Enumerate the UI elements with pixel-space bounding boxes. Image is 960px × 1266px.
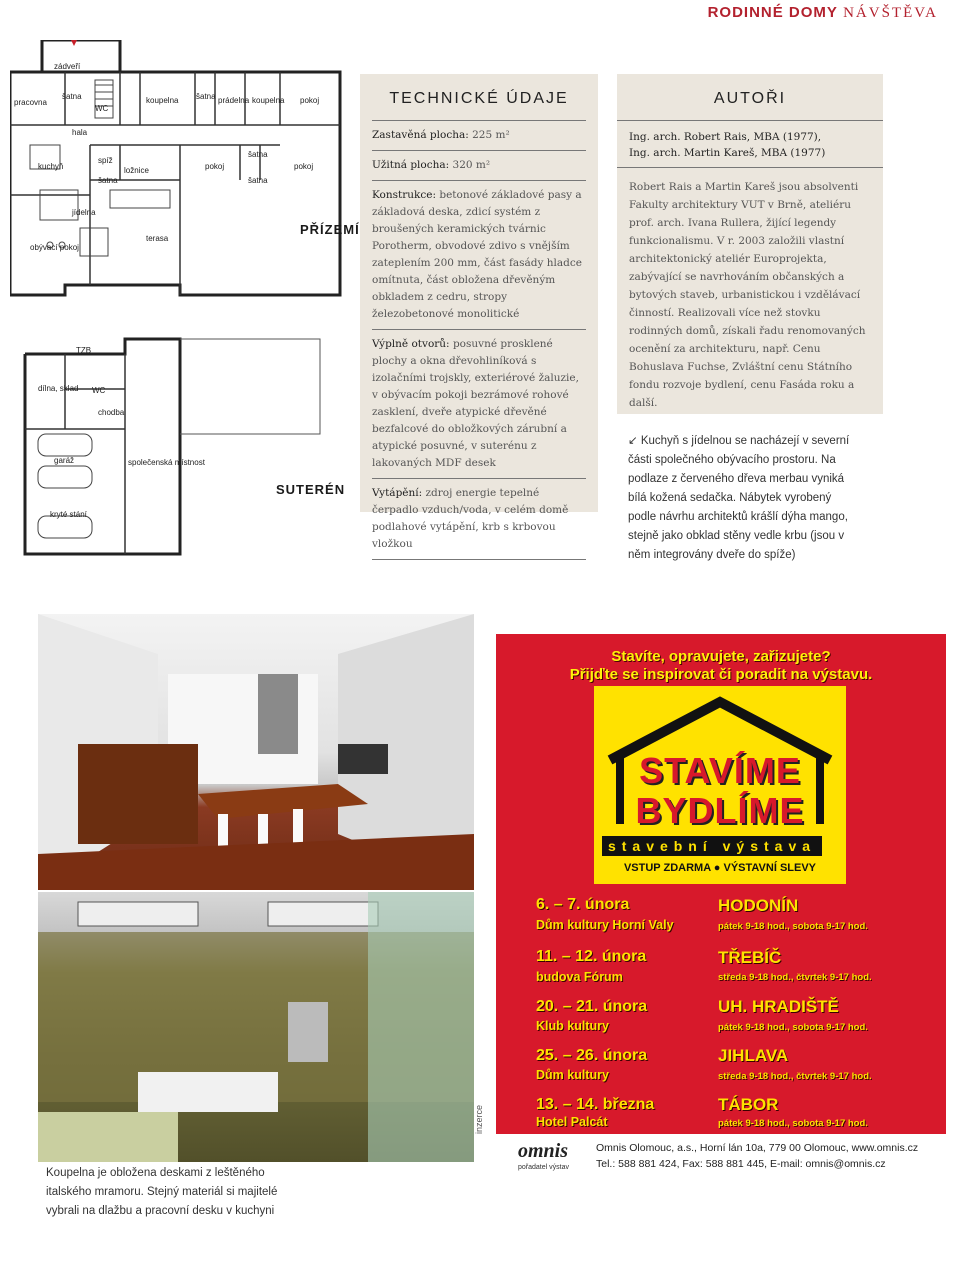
ad-headline-2: Přijďte se inspirovat či poradit na výstavu.: [569, 666, 873, 683]
room-label: pokoj: [294, 162, 314, 171]
event-date: 13. – 14. března: [536, 1096, 655, 1113]
logo-line-2: BYDLÍME: [635, 790, 805, 831]
room-label: společenská místnost: [128, 458, 205, 467]
kitchen-photo: [38, 614, 474, 890]
ad-label: inzerce: [474, 1104, 484, 1134]
room-label: prádelna: [218, 96, 250, 105]
room-label: koupelna: [252, 96, 285, 105]
event-hours: středa 9-18 hod., čtvrtek 9-17 hod.: [718, 972, 872, 983]
event-date: 20. – 21. února: [536, 998, 648, 1015]
openings: Výplně otvorů: posuvné prosklené plochy a okna dřevohliníková s izolačními trojskly, exteriérové žaluzie, v obývacím pokoji bezrámové rohové zasklení, dveře atypické dřevěné bezfalcové do obložkových zárubní a atypické posuvné, v suterénu z lakovaných MDF desek: [372, 330, 586, 479]
event-hours: pátek 9-18 hod., sobota 9-17 hod.: [718, 1118, 868, 1129]
event-place: Dům kultury: [536, 1068, 609, 1082]
basement-title: SUTERÉN: [276, 482, 346, 497]
bathroom-caption: Koupelna je obložena deskami z leštěného italského mramoru. Stejný materiál si majitelé vybrali na dlažbu a pracovní desku v kuchyni: [46, 1167, 278, 1217]
room-label: koupelna: [146, 96, 179, 105]
room-label: kryté stání: [50, 510, 87, 519]
room-label: ložnice: [124, 166, 149, 175]
room-label: šatna: [248, 176, 268, 185]
ground-floor-plan-drawing: [10, 40, 352, 302]
ad-headline-1: Stavíte, opravujete, zařizujete?: [611, 648, 831, 665]
room-label: TZB: [76, 346, 92, 355]
event-place: Klub kultury: [536, 1019, 609, 1033]
event-place: Hotel Palcát: [536, 1115, 608, 1129]
event-date: 11. – 12. února: [536, 948, 647, 965]
room-label: šatna: [62, 92, 82, 101]
event-city: HODONÍN: [718, 896, 799, 915]
room-label: kuchyň: [38, 162, 64, 171]
usable-area: Užitná plocha: 320 m²: [372, 151, 586, 181]
room-label: hala: [72, 128, 88, 137]
authors-title: AUTOŘI: [617, 74, 883, 121]
room-label: chodba: [98, 408, 125, 417]
room-label: zádveří: [54, 62, 81, 71]
bathroom-photo: [38, 892, 474, 1162]
room-label: WC: [92, 386, 106, 395]
kitchen-photo-illustration: [38, 614, 474, 890]
room-label: šatna: [98, 176, 118, 185]
authors-bio: Robert Rais a Martin Kareš jsou absolventi Fakulty architektury VUT v Brně, ateliéru prof. arch. Ivana Rullera, žijící legendy funkcionalismu. V r. 2003 založili vlastní architektonický ateliér Europrojekta, zabývající se navrhováním občanských a bytových staveb, urbanistickou i vzdělávací činností. Realizovali více než stovku rodinných domů, získali řadu renomovaných ocenění za architekturu, např. Cenu Bohuslava Fuchse, Zvláštní cenu Státního fondu rozvoje bydlení, cenu Fasáda roku a další.: [629, 181, 866, 409]
room-label: šatna: [248, 150, 268, 159]
room-label: obývací pokoj: [30, 243, 79, 252]
omnis-logo: omnis: [518, 1140, 569, 1162]
section-title: RODINNÉ DOMY: [707, 4, 838, 21]
room-label: pracovna: [14, 98, 47, 107]
event-city: TÁBOR: [718, 1095, 779, 1114]
omnis-contact: Tel.: 588 881 424, Fax: 588 881 445, E-mail: omnis@omnis.cz: [596, 1158, 886, 1170]
event-date: 6. – 7. února: [536, 896, 630, 913]
section-subtitle: NÁVŠTĚVA: [843, 5, 938, 21]
event-place: budova Fórum: [536, 970, 623, 984]
event-city: JIHLAVA: [718, 1046, 789, 1065]
page-header: [708, 4, 938, 22]
logo-line-1: STAVÍME: [639, 750, 801, 791]
advertisement: [496, 634, 946, 1180]
event-hours: pátek 9-18 hod., sobota 9-17 hod.: [718, 921, 868, 932]
room-label: garáž: [54, 456, 75, 465]
logo-tag: stavební výstava: [602, 836, 822, 856]
omnis-footer: [496, 1134, 946, 1180]
room-label: WC: [95, 104, 109, 113]
authors-names: Ing. arch. Robert Rais, MBA (1977), Ing. arch. Martin Kareš, MBA (1977): [617, 121, 883, 168]
built-area: Zastavěná plocha: 225 m²: [372, 121, 586, 151]
event-date: 25. – 26. února: [536, 1047, 648, 1064]
room-label: pokoj: [300, 96, 320, 105]
room-label: spíž: [98, 156, 113, 165]
event-city: UH. HRADIŠTĚ: [718, 997, 839, 1016]
tech-data-title: TECHNICKÉ ÚDAJE: [372, 74, 586, 121]
room-label: šatna: [196, 92, 216, 101]
event-hours: středa 9-18 hod., čtvrtek 9-17 hod.: [718, 1071, 872, 1082]
kitchen-caption: ↙ Kuchyň s jídelnou se nacházejí v severní části společného obývacího prostoru. Na podlaze z červeného dřeva merbau vyniká bílá kožená sedačka. Nábytek vyrobený podle návrhu architektů krášlí dýha mango, stejně jako obklad stěny vedle krbu (jsou v něm integrovány dveře do spíže): [628, 435, 850, 561]
event-hours: pátek 9-18 hod., sobota 9-17 hod.: [718, 1022, 868, 1033]
room-label: pokoj: [205, 162, 225, 171]
stavime-bydlime-logo: [594, 686, 846, 884]
omnis-logo-sub: pořadatel výstav: [518, 1164, 569, 1171]
tech-data-box: [360, 74, 598, 550]
bathroom-photo-illustration: [38, 892, 474, 1162]
bathroom-caption-box: [38, 1162, 298, 1218]
room-label: terasa: [146, 234, 169, 243]
omnis-address: Omnis Olomouc, a.s., Horní lán 10a, 779 00 Olomouc, www.omnis.cz: [596, 1142, 919, 1154]
authors-box: [617, 74, 883, 414]
arrow-down-left-icon: ↙: [628, 435, 638, 447]
logo-sub: VSTUP ZDARMA ● VÝSTAVNÍ SLEVY: [623, 862, 817, 874]
heating: Vytápění: zdroj energie tepelné čerpadlo vzduch/voda, v celém domě podlahové vytápění, krb s krbovou vložkou: [372, 479, 586, 560]
basement-plan-drawing: [20, 334, 330, 560]
ground-floor-title: PŘÍZEMÍ: [300, 222, 360, 237]
room-label: dílna, sklad: [38, 384, 79, 393]
event-place: Dům kultury Horní Valy: [536, 918, 674, 932]
event-city: TŘEBÍČ: [718, 948, 782, 967]
construction: Konstrukce: betonové základové pasy a základová deska, zdicí systém z broušených keramických tvárnic Porotherm, obvodové zdivo s vnějším zateplením 200 mm, část fasády hladce omítnuta, část obložena dřevěným obkladem z cedru, stropy železobetonové monolitické: [372, 181, 586, 330]
room-label: jídelna: [72, 208, 96, 217]
